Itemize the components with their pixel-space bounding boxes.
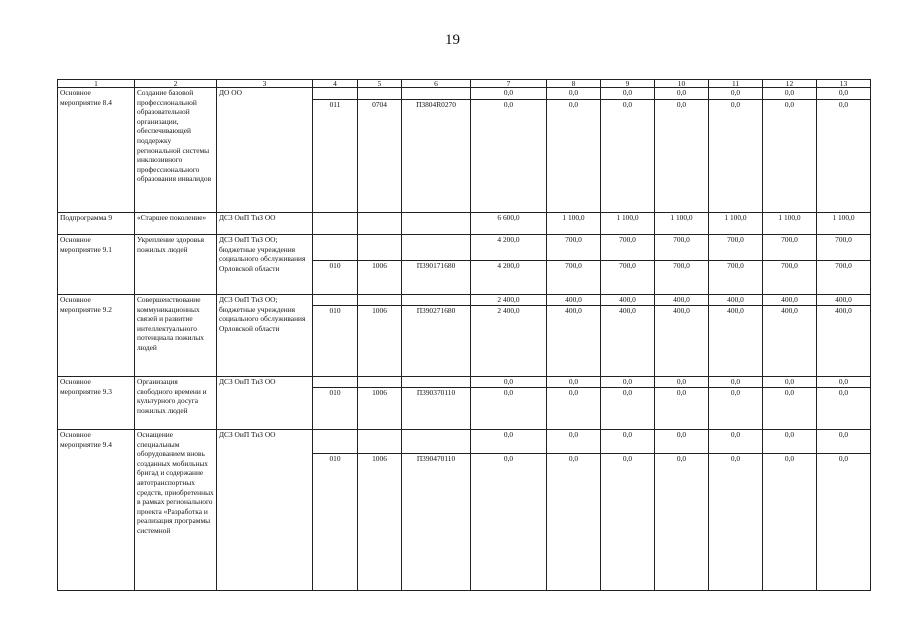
funding-value: 400,0 [763,295,817,306]
row-executor: ДСЗ ОиП ТиЗ ОО [217,377,313,430]
row-description: Совершенствование коммуникационных связей и развитие интеллектуального потенциала пожилых людей [135,295,217,377]
budget-code-5: 1006 [358,306,402,377]
funding-value: 0,0 [709,454,763,591]
column-header: 12 [763,80,817,88]
funding-value: 0,0 [709,100,763,213]
row-executor: ДСЗ ОиП ТиЗ ОО; бюджетные учреждения социального обслуживания Орловской области [217,235,313,295]
funding-value: 700,0 [655,235,709,261]
column-header: 6 [402,80,471,88]
budget-code-4 [313,88,358,100]
table-row [58,430,871,454]
funding-value: 0,0 [601,88,655,100]
budget-code-6 [402,88,471,100]
funding-value: 1 100,0 [601,213,655,235]
budget-code-6: П390470110 [402,454,471,591]
funding-value: 400,0 [817,295,871,306]
funding-value: 400,0 [547,306,601,377]
budget-code-5 [358,295,402,306]
budget-code-4 [313,213,358,235]
budget-code-6 [402,213,471,235]
row-executor: ДСЗ ОиП ТиЗ ОО [217,430,313,591]
budget-code-4 [313,235,358,261]
budget-code-4 [313,377,358,388]
funding-value: 6 600,0 [471,213,547,235]
column-header: 8 [547,80,601,88]
funding-value: 0,0 [817,88,871,100]
column-header: 11 [709,80,763,88]
funding-value: 4 200,0 [471,261,547,295]
funding-value: 0,0 [547,388,601,430]
row-label: Основное мероприятие 9.3 [58,377,135,430]
budget-code-6: П390171680 [402,261,471,295]
budget-code-5: 1006 [358,454,402,591]
budget-code-4: 010 [313,388,358,430]
funding-value: 0,0 [655,377,709,388]
table-row [58,295,871,306]
budget-code-6: П3804R0270 [402,100,471,213]
funding-value: 400,0 [655,295,709,306]
budget-code-4 [313,295,358,306]
row-description: Оснащение специальным оборудованием вновь созданных мобильных бригад и содержание автотранспортных средств, приобретенных в рамках регионального проекта «Разработка и реализация программы системной [135,430,217,591]
funding-value: 400,0 [655,306,709,377]
funding-value: 0,0 [817,100,871,213]
funding-value: 1 100,0 [817,213,871,235]
header-row [58,80,871,88]
row-label: Подпрограмма 9 [58,213,135,235]
funding-value: 0,0 [763,430,817,454]
column-header: 3 [217,80,313,88]
funding-value: 1 100,0 [763,213,817,235]
funding-value: 700,0 [763,261,817,295]
row-label: Основное мероприятие 8.4 [58,88,135,213]
funding-value: 0,0 [655,454,709,591]
funding-value: 400,0 [709,306,763,377]
row-label: Основное мероприятие 9.1 [58,235,135,295]
funding-value: 0,0 [471,454,547,591]
budget-code-6: П390370110 [402,388,471,430]
row-label: Основное мероприятие 9.2 [58,295,135,377]
funding-value: 0,0 [471,100,547,213]
column-header: 4 [313,80,358,88]
funding-value: 0,0 [817,377,871,388]
budget-code-5: 1006 [358,388,402,430]
funding-value: 700,0 [817,235,871,261]
funding-value: 400,0 [763,306,817,377]
funding-value: 0,0 [547,100,601,213]
funding-value: 700,0 [655,261,709,295]
column-header: 1 [58,80,135,88]
funding-value: 4 200,0 [471,235,547,261]
budget-code-5 [358,88,402,100]
column-header: 13 [817,80,871,88]
row-description: «Старшее поколение» [135,213,217,235]
page-number: 19 [445,32,460,48]
funding-value: 2 400,0 [471,295,547,306]
budget-code-6 [402,430,471,454]
budget-code-4 [313,430,358,454]
column-header: 7 [471,80,547,88]
funding-value: 0,0 [817,388,871,430]
funding-value: 0,0 [763,377,817,388]
funding-value: 0,0 [709,388,763,430]
funding-value: 0,0 [601,100,655,213]
funding-value: 0,0 [655,430,709,454]
table-row [58,235,871,261]
funding-value: 700,0 [763,235,817,261]
budget-code-4: 010 [313,306,358,377]
funding-value: 2 400,0 [471,306,547,377]
funding-value: 400,0 [601,295,655,306]
funding-value: 400,0 [817,306,871,377]
budget-code-5 [358,235,402,261]
row-executor: ДО ОО [217,88,313,213]
funding-value: 700,0 [547,235,601,261]
funding-value: 0,0 [817,430,871,454]
funding-value: 0,0 [547,377,601,388]
funding-value: 0,0 [763,88,817,100]
budget-code-5 [358,377,402,388]
budget-code-5: 1006 [358,261,402,295]
funding-value: 700,0 [601,235,655,261]
budget-code-6 [402,235,471,261]
funding-value: 0,0 [601,377,655,388]
budget-code-4: 010 [313,261,358,295]
budget-code-5: 0704 [358,100,402,213]
funding-value: 0,0 [471,88,547,100]
funding-value: 700,0 [817,261,871,295]
funding-value: 1 100,0 [709,213,763,235]
funding-value: 0,0 [709,88,763,100]
funding-value: 0,0 [601,388,655,430]
row-executor: ДСЗ ОиП ТиЗ ОО [217,213,313,235]
table-row [58,88,871,100]
funding-value: 0,0 [709,377,763,388]
funding-value: 400,0 [547,295,601,306]
table-row [58,377,871,388]
funding-value: 0,0 [547,88,601,100]
budget-code-4: 011 [313,100,358,213]
funding-value: 0,0 [601,454,655,591]
funding-value: 0,0 [655,388,709,430]
funding-value: 0,0 [817,454,871,591]
funding-value: 1 100,0 [547,213,601,235]
budget-table [57,79,871,591]
funding-value: 700,0 [601,261,655,295]
funding-value: 0,0 [471,388,547,430]
row-description: Организация свободного времени и культурного досуга пожилых людей [135,377,217,430]
budget-code-5 [358,213,402,235]
funding-value: 0,0 [655,88,709,100]
funding-value: 0,0 [471,430,547,454]
funding-value: 700,0 [547,261,601,295]
column-header: 2 [135,80,217,88]
table-row [58,213,871,235]
funding-value: 0,0 [763,388,817,430]
funding-value: 0,0 [547,454,601,591]
column-header: 9 [601,80,655,88]
funding-value: 0,0 [709,430,763,454]
funding-value: 700,0 [709,235,763,261]
funding-value: 0,0 [655,100,709,213]
funding-value: 0,0 [601,430,655,454]
funding-value: 0,0 [547,430,601,454]
budget-code-4: 010 [313,454,358,591]
column-header: 5 [358,80,402,88]
funding-value: 400,0 [601,306,655,377]
column-header: 10 [655,80,709,88]
funding-value: 1 100,0 [655,213,709,235]
row-label: Основное мероприятие 9.4 [58,430,135,591]
funding-value: 400,0 [709,295,763,306]
funding-value: 0,0 [763,100,817,213]
budget-code-6 [402,377,471,388]
row-description: Создание базовой профессиональной образовательной организации, обеспечивающей поддержку региональной системы инклюзивного профессионального образования инвалидов [135,88,217,213]
funding-value: 700,0 [709,261,763,295]
budget-code-6: П390271680 [402,306,471,377]
funding-value: 0,0 [471,377,547,388]
budget-code-5 [358,430,402,454]
budget-code-6 [402,295,471,306]
row-description: Укрепление здоровья пожилых людей [135,235,217,295]
funding-value: 0,0 [763,454,817,591]
row-executor: ДСЗ ОиП ТиЗ ОО; бюджетные учреждения социального обслуживания Орловской области [217,295,313,377]
